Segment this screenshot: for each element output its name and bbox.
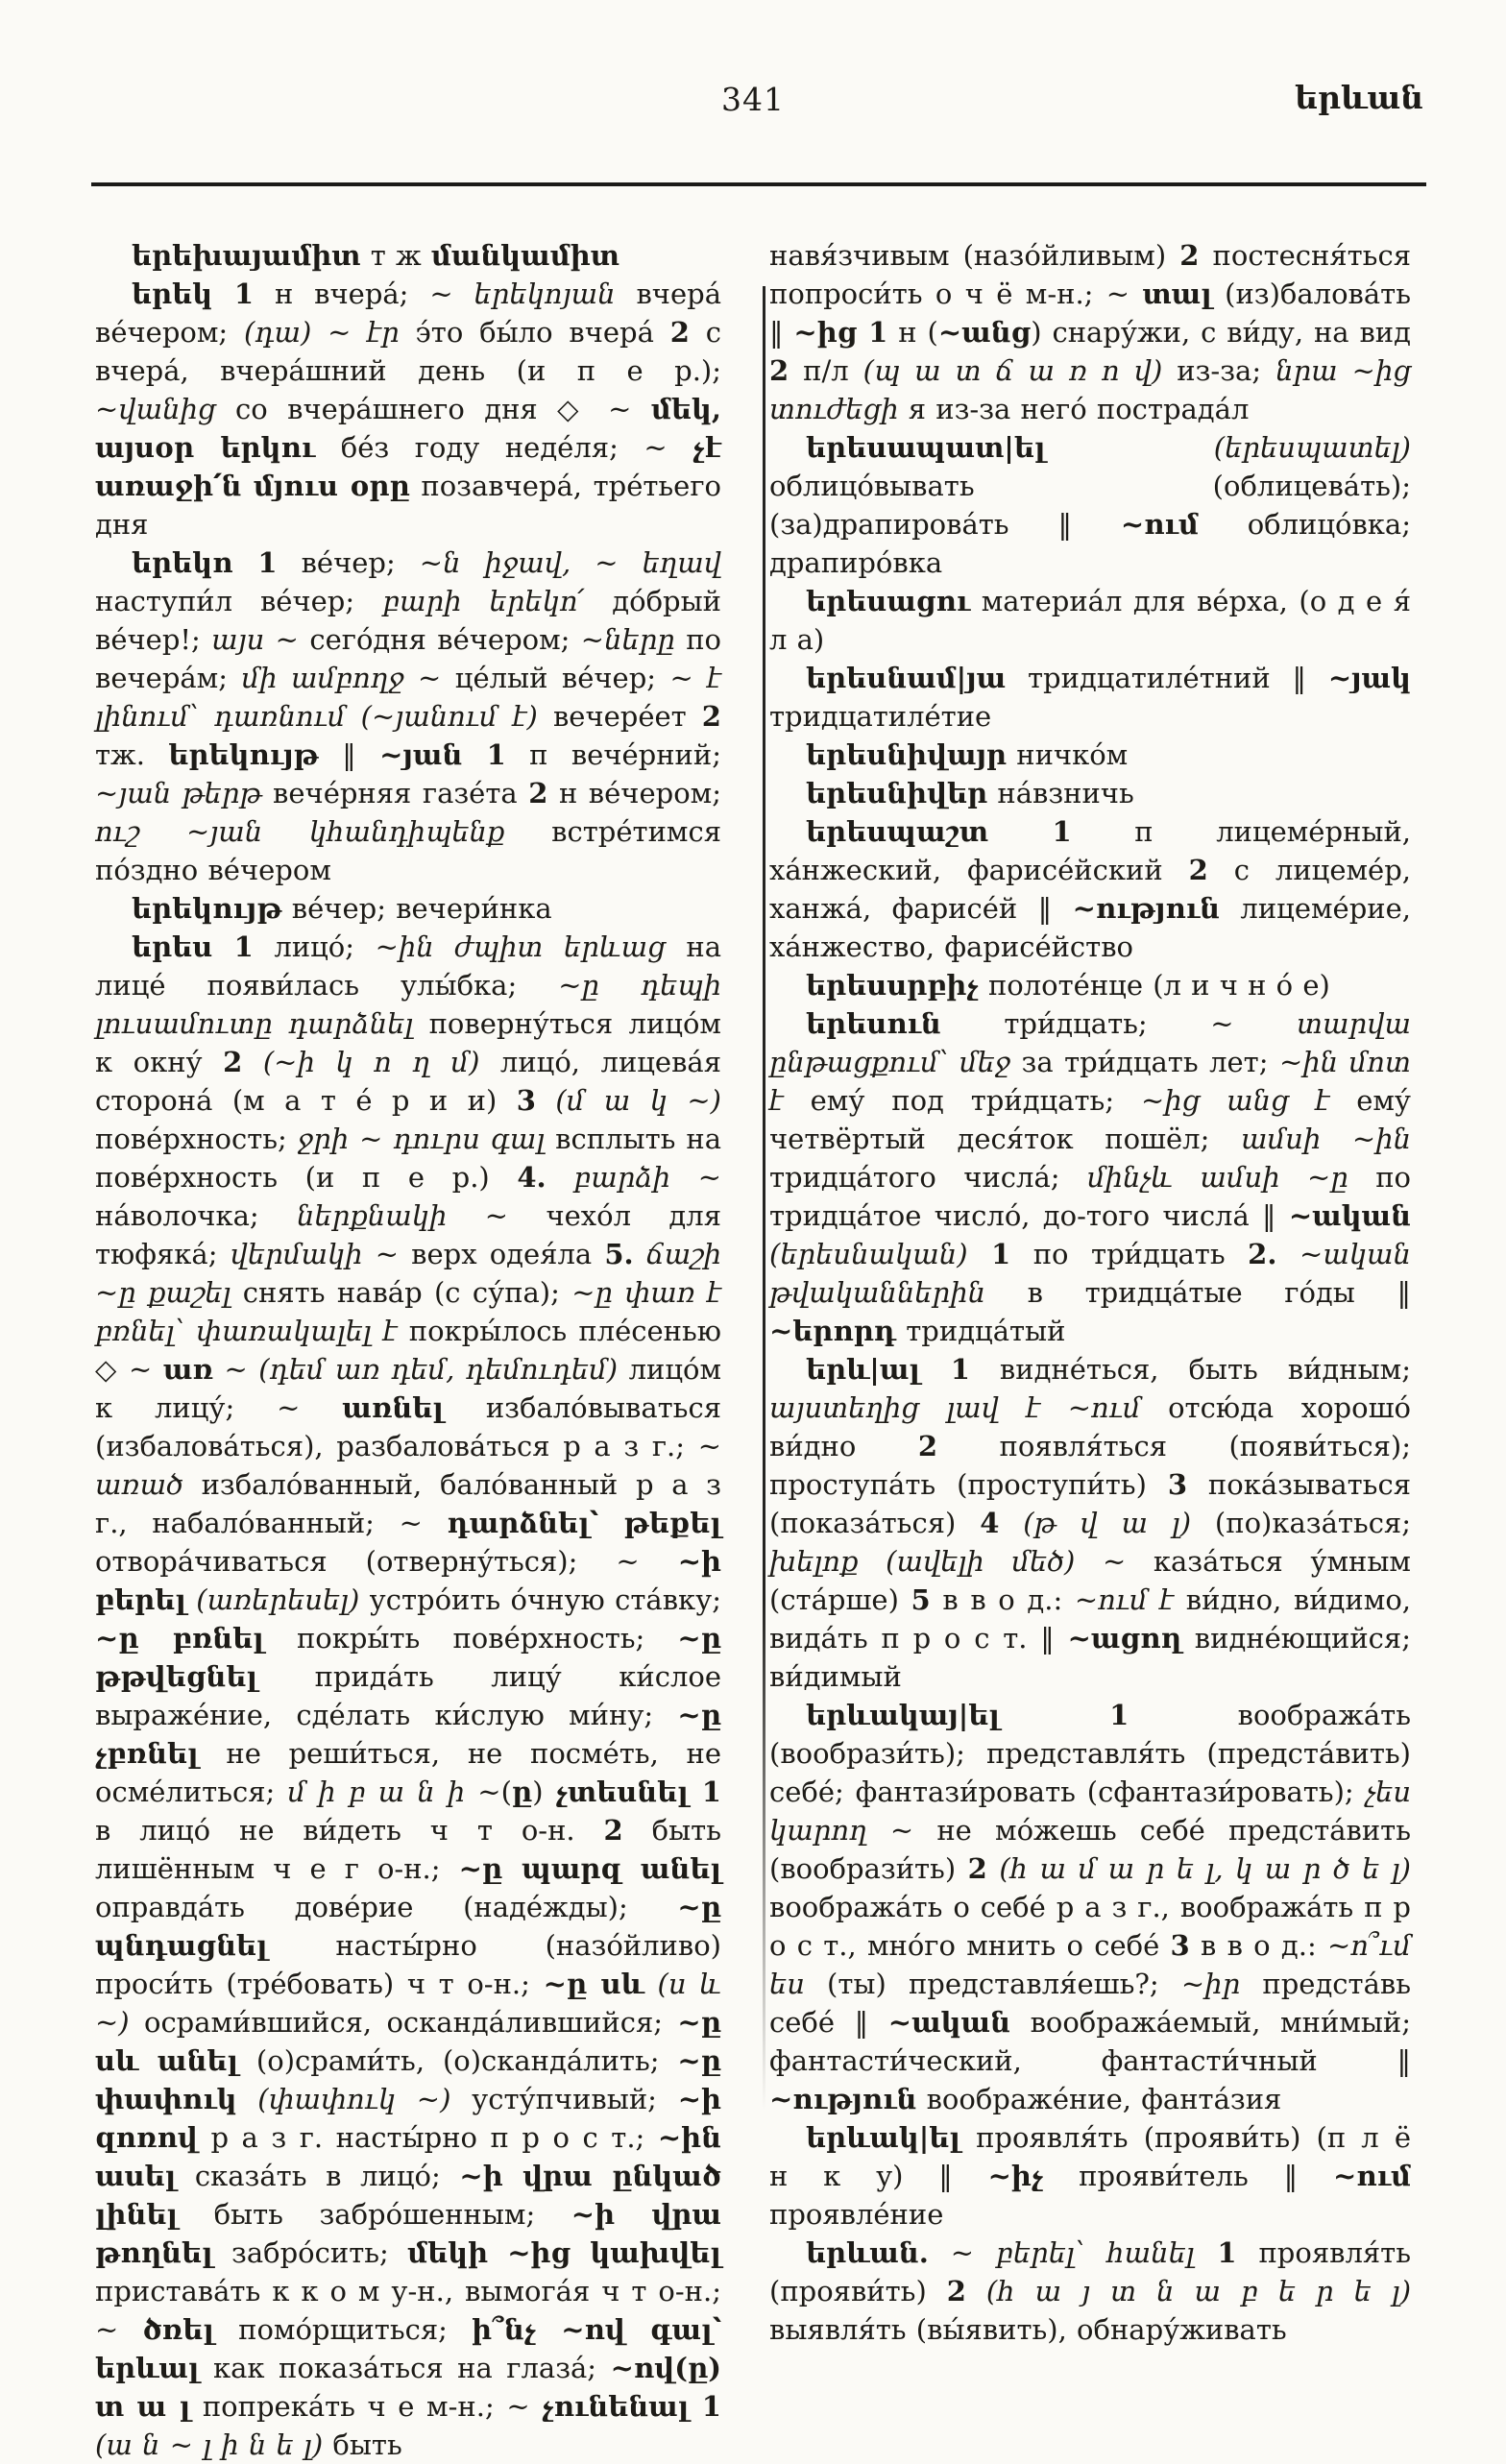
text-run: р а з г. насты́рно п р о с т.;: [197, 2121, 658, 2154]
text-run: երև|ալ: [806, 1353, 920, 1386]
text-run: 4: [980, 1507, 1000, 1539]
text-run: 1: [688, 1776, 721, 1808]
text-run: (առերեսել): [196, 1583, 360, 1616]
text-run: материа́л для ве́рха, (о д е я́ л а): [769, 585, 1411, 656]
text-run: [634, 1238, 646, 1270]
text-run: ~յակ: [1327, 662, 1411, 694]
text-run: 2: [528, 777, 548, 809]
text-run: с вчера́, вчера́шний день (и п е р.);: [95, 316, 721, 387]
header-rule: [91, 182, 1426, 186]
text-run: п лицеме́рный, ха́нжеский, фарисе́йский: [769, 815, 1411, 886]
text-run: ) снару́жи, с ви́ду, на вид: [1031, 316, 1411, 349]
text-run: մանկամիտ: [430, 239, 619, 272]
text-run: մինչև ամսի ~ը: [1086, 1161, 1348, 1194]
text-run: ներքնակի: [297, 1199, 448, 1232]
text-run: չէ առաջի՛ն մյուս օրը: [95, 431, 721, 502]
text-run: չտեսնել: [555, 1776, 689, 1808]
text-run: на лице́ появи́лась улы́бка;: [95, 930, 721, 1002]
text-run: (երեսպատել): [1213, 431, 1411, 464]
text-run: [547, 1161, 574, 1194]
text-run: 1: [1194, 2236, 1237, 2269]
text-run: отсю́да хорошо́ ви́дно: [769, 1391, 1411, 1462]
text-run: облицо́вывать (облицева́ть); (за)драпирова́ть ‖: [769, 470, 1411, 541]
text-run: ~երորդ: [769, 1315, 897, 1347]
text-run: ~ը թթվեցնել: [95, 1622, 721, 1693]
text-run: (по)каза́ться;: [1191, 1507, 1411, 1539]
text-columns: [95, 236, 1411, 2464]
text-run: постесня́ться попроси́ть о ч ё м-н.; ~: [769, 239, 1412, 310]
text-run: երեկույթ: [168, 738, 319, 771]
text-run: не реши́ться, не посме́ть, не осме́литься;: [95, 1737, 721, 1808]
text-run: ничко́м: [1007, 738, 1129, 771]
running-headword: երևան: [1295, 79, 1423, 116]
text-run: ~ը բռնել: [95, 1622, 264, 1655]
text-run: забро́сить;: [212, 2236, 408, 2269]
text-run: երևակայ|ել: [806, 1699, 1000, 1731]
text-run: вообража́ть о себе́ р а з г., вообража́ть п р о с т., мно́го мнить о себе́: [769, 1891, 1411, 1962]
text-run: ве́чер; вечери́нка: [281, 892, 552, 925]
dictionary-entry: [769, 2118, 1411, 2234]
text-run: երես: [132, 930, 213, 963]
text-run: առ: [162, 1353, 213, 1386]
text-run: прояви́тель ‖: [1043, 2160, 1333, 2192]
text-run: [999, 1507, 1023, 1539]
text-run: (из)балова́ть ‖: [769, 278, 1411, 349]
text-run: выявля́ть (вы́явить), обнару́живать: [769, 2313, 1287, 2346]
text-run: 2: [223, 1046, 243, 1078]
text-run: մ ի բ ա ն ի: [287, 1776, 466, 1808]
text-run: 1: [212, 278, 255, 310]
text-run: до́брый ве́чер!;: [95, 585, 721, 656]
text-run: ~ верх одея́ла: [362, 1238, 605, 1270]
text-run: пока́зываться (показа́ться): [769, 1468, 1412, 1539]
text-run: 2: [769, 354, 789, 387]
text-run: ~ները: [580, 623, 675, 656]
text-run: բերել՝ հանել: [995, 2236, 1195, 2269]
text-run: ~ը դեպի լուսամուտը դարձնել: [95, 969, 721, 1040]
text-run: в тридца́тые го́ды ‖: [985, 1276, 1411, 1309]
text-run: ~: [928, 2236, 996, 2269]
text-run: бе́з году неде́ля; ~: [315, 431, 693, 464]
text-run: вечере́ет: [537, 700, 702, 733]
entry-continuation: [769, 236, 1411, 428]
text-run: (ս և ~): [95, 1968, 722, 2039]
text-run: ~ը սև անել: [95, 2006, 721, 2077]
text-run: т ж: [360, 239, 431, 272]
dictionary-entry: [769, 736, 1411, 774]
text-run: покры́ть пове́рхность;: [263, 1622, 678, 1655]
text-run: մեկ, այսօր երկու: [95, 393, 721, 464]
text-run: վերմակի: [230, 1238, 363, 1270]
text-run: (դա): [244, 316, 312, 349]
text-run: է լինում՝ դառնում (~յանում է): [95, 662, 721, 733]
text-run: դարձնել՝ թեքել: [447, 1507, 721, 1539]
text-run: попрека́ть ч е м-н.; ~: [190, 2390, 543, 2423]
text-run: [644, 1968, 658, 2000]
text-run: ~ի վրա ընկած լինել: [95, 2160, 721, 2231]
text-run: быть лишённым ч е г о-н.;: [95, 1814, 721, 1885]
text-run: с лицеме́р, ханжа́, фарисе́й ‖: [769, 854, 1411, 925]
text-run: երեկո: [132, 546, 233, 579]
text-run: позавчера́, тре́тьего дня: [95, 470, 721, 541]
text-run: երեկոյան: [474, 278, 616, 310]
text-run: նրա ~ից տուժեցի: [769, 354, 1411, 425]
text-run: ве́чер;: [277, 546, 420, 579]
text-run: вообража́ть (вообрази́ть); представля́ть (предста́вить) себе́; фантази́ровать (сфантази́ровать);: [769, 1699, 1411, 1808]
text-run: лицо́м к лицу́; ~: [95, 1353, 721, 1424]
text-run: ~: [212, 1353, 259, 1386]
text-run: 1: [462, 738, 506, 771]
dictionary-entry: [769, 1004, 1411, 1350]
text-run: ~ на́волочка;: [95, 1161, 721, 1232]
text-run: ամսի ~ին: [1240, 1123, 1412, 1155]
text-run: ~ից անց է: [1140, 1084, 1330, 1117]
text-run: ջրի ~ դուրս գալ: [297, 1123, 546, 1155]
text-run: երեսնամ|յա: [806, 662, 1007, 694]
text-run: предста́вь себе́ ‖: [769, 1968, 1411, 2039]
text-run: п вече́рний;: [505, 738, 721, 771]
text-run: երեսնիվեր: [806, 777, 988, 809]
dictionary-entry: [769, 2234, 1411, 2349]
dictionary-entry: [769, 1696, 1411, 2118]
text-run: 5: [911, 1583, 931, 1616]
text-run: երեսապատ|ել: [806, 431, 1046, 464]
text-run: ~իչ: [987, 2160, 1044, 2192]
text-run: облицо́вка; драпиро́вка: [769, 508, 1411, 579]
text-run: ~ից: [793, 316, 858, 349]
text-run: ~ը չբռնել: [95, 1699, 721, 1770]
text-run: (թ վ ա լ): [1023, 1507, 1192, 1539]
text-run: (պ ա տ ճ ա ռ ո վ): [862, 354, 1163, 387]
text-run: ~(: [465, 1776, 512, 1808]
text-run: отвора́чиваться (отверну́ться); ~: [95, 1545, 678, 1578]
text-run: встре́тимся по́здно ве́чером: [95, 815, 721, 886]
dictionary-entry: [769, 1350, 1411, 1696]
text-run: тридцатиле́тний ‖: [1006, 662, 1328, 694]
text-run: (երեսնական): [769, 1238, 968, 1270]
text-run: ~ություն: [769, 2083, 917, 2115]
text-run: проявле́ние: [769, 2198, 944, 2231]
text-run: ~ին ասել: [95, 2121, 721, 2192]
text-run: 1: [212, 930, 254, 963]
text-run: всплыть на пове́рхность (и п е р.): [95, 1123, 721, 1194]
text-run: [987, 1852, 999, 1885]
text-run: ‖: [318, 738, 380, 771]
text-run: снять нава́р (с су́па);: [231, 1276, 572, 1309]
text-run: по вечера́м;: [95, 623, 721, 694]
text-run: видне́ться, быть ви́дным;: [969, 1353, 1411, 1386]
text-run: видне́ющийся; ви́димый: [769, 1622, 1411, 1693]
dictionary-entry: [769, 966, 1411, 1004]
text-run: 5.: [604, 1238, 634, 1270]
text-run: երեսպաշտ: [806, 815, 989, 848]
text-run: избало́ванный, бало́ванный р а з г., набало́ванный; ~: [95, 1468, 721, 1539]
text-run: երեխայամիտ: [132, 239, 361, 272]
text-run: ~յան: [379, 738, 463, 771]
dictionary-entry: [95, 544, 721, 889]
text-run: տալ: [1142, 278, 1212, 310]
text-run: երեսացու: [806, 585, 971, 617]
text-run: появля́ться (появи́ться); проступа́ть (проступи́ть): [769, 1430, 1411, 1501]
text-run: չես կարող: [769, 1776, 1411, 1847]
text-run: быть забро́шенным;: [178, 2198, 571, 2231]
text-run: ը: [511, 1776, 533, 1808]
text-run: навя́зчивым (назо́йливым): [769, 239, 1180, 272]
text-run: устро́ить о́чную ста́вку;: [359, 1583, 721, 1616]
text-run: էր: [367, 316, 400, 349]
text-run: չունենալ: [542, 2390, 690, 2423]
text-run: ի՞նչ ~ով գալ՝ երևալ: [95, 2313, 721, 2384]
text-run: 4.: [517, 1161, 547, 1194]
text-run: избало́вываться (избалова́ться), разбалова́ться р а з г.; ~: [95, 1391, 722, 1462]
text-run: (հ ա մ ա ր ե լ, կ ա ր ծ ե լ): [999, 1852, 1411, 1885]
text-run: ծռել: [142, 2313, 214, 2346]
text-run: 1: [857, 316, 888, 349]
text-run: մեկի ~ից կախվել: [407, 2236, 721, 2269]
text-run: ): [532, 1776, 556, 1808]
dictionary-entry: [95, 928, 721, 2464]
text-run: (ты) представля́ешь?;: [804, 1968, 1181, 2000]
text-run: 3: [1167, 1468, 1187, 1501]
text-run: (ա ն ~ լ ի ն ե լ): [95, 2428, 324, 2461]
text-run: այստեղից լավ է ~ում: [769, 1391, 1141, 1424]
text-run: проявля́ть (прояви́ть): [769, 2236, 1412, 2307]
text-run: ~ի զոռով: [95, 2083, 721, 2154]
text-run: по тридца́тое число́, до-того числа́ ‖: [769, 1161, 1411, 1232]
dictionary-entry: [95, 236, 721, 275]
text-run: тж.: [95, 738, 169, 771]
text-run: ~ին ժպիտ երևաց: [375, 930, 666, 963]
text-run: тридца́тый: [896, 1315, 1066, 1347]
page-number: 341: [721, 81, 785, 118]
text-run: (դեմ առ դեմ, դեմուդեմ): [258, 1353, 619, 1386]
text-run: ~ це́лый ве́чер; ~: [403, 662, 708, 694]
column-left: [95, 236, 721, 2464]
text-run: առնել: [342, 1391, 444, 1424]
text-run: усту́пчивый;: [450, 2083, 678, 2115]
text-run: ~ական թվականներին: [769, 1238, 1411, 1309]
text-run: ~վանից: [95, 393, 216, 425]
text-run: առած: [95, 1468, 183, 1501]
text-run: за три́дцать лет;: [1010, 1046, 1279, 1078]
text-run: երեսսրբիչ: [806, 969, 979, 1002]
text-run: вообража́емый, мни́мый; фантасти́ческий, фантасти́чный ‖: [769, 2006, 1412, 2077]
text-run: лицеме́рие, ха́нжество, фарисе́йство: [769, 892, 1411, 963]
text-run: (մ ա կ ~): [555, 1084, 721, 1117]
text-run: 1: [988, 815, 1072, 848]
text-run: насты́рно (назо́йливо) проси́ть (тре́бовать) ч т о-н.;: [95, 1929, 721, 2000]
text-run: проявля́ть (прояви́ть) (п л ё н к у) ‖: [769, 2121, 1411, 2192]
text-run: երեկ: [132, 278, 213, 310]
text-run: наступи́л ве́чер;: [95, 585, 383, 617]
text-run: по три́дцать: [1010, 1238, 1249, 1270]
column-right: [769, 236, 1411, 2464]
text-run: ~ացող: [1067, 1622, 1181, 1655]
text-run: 1: [967, 1238, 1011, 1270]
text-run: 3: [516, 1084, 536, 1117]
text-run: (հ ա յ տ ն ա բ ե ր ե լ): [985, 2275, 1412, 2307]
text-run: н (: [887, 316, 938, 349]
text-run: 2: [917, 1430, 937, 1462]
text-run: покры́лось пле́сенью ◇ ~: [95, 1315, 722, 1386]
text-run: ему́ под три́дцать;: [783, 1084, 1141, 1117]
text-run: 2: [946, 2275, 966, 2307]
text-run: ~ի վրա թողնել: [95, 2198, 722, 2269]
text-run: ուշ ~յան կհանդիպենք: [95, 815, 505, 848]
text-run: ~ը պարզ անել: [458, 1852, 721, 1885]
text-run: ~ը սև: [543, 1968, 644, 2000]
text-run: երևան.: [806, 2236, 929, 2269]
text-run: в в о д.:: [1189, 1929, 1327, 1962]
dictionary-entry: [769, 774, 1411, 812]
text-run: 2: [603, 1814, 623, 1847]
dictionary-entry: [95, 275, 721, 544]
text-run: из-за;: [1162, 354, 1276, 387]
text-run: прида́ть лицу́ ки́слое выраже́ние, сде́лать ки́слую ми́ну;: [95, 1660, 721, 1731]
text-run: я из-за него́ пострада́л: [898, 393, 1250, 425]
dictionary-entry: [769, 812, 1411, 966]
text-run: ему́ четвёртый деся́ток пошёл;: [769, 1084, 1411, 1155]
text-run: երեսնիվայր: [806, 738, 1008, 771]
text-run: со вчера́шнего дня ◇ ~: [215, 393, 651, 425]
text-run: тридца́того числа́;: [769, 1161, 1087, 1194]
text-run: երեկույթ: [132, 892, 282, 925]
dictionary-entry: [769, 428, 1411, 582]
text-run: 2: [967, 1852, 987, 1885]
text-run: 1: [232, 546, 278, 579]
text-run: այս: [211, 623, 265, 656]
text-run: ~ություն: [1072, 892, 1220, 925]
text-run: ~ чехо́л для тюфяка́;: [95, 1199, 721, 1270]
text-run: ~ը փափուկ: [95, 2044, 721, 2115]
text-run: երեսուն: [806, 1007, 941, 1040]
text-run: ~ сего́дня ве́чером;: [264, 623, 581, 656]
text-run: лицо́;: [253, 930, 376, 963]
text-run: в в о д.:: [930, 1583, 1075, 1616]
text-run: тридцатиле́тие: [769, 700, 992, 733]
text-run: 1: [999, 1699, 1130, 1731]
text-run: բարձի: [573, 1161, 671, 1194]
text-run: быть: [323, 2428, 402, 2461]
text-run: в лицо́ не ви́деть ч т о-н.: [95, 1814, 604, 1847]
text-run: ~ն իջավ, ~ եղավ: [419, 546, 721, 579]
text-run: вече́рняя газе́та: [261, 777, 529, 809]
text-run: [1046, 431, 1214, 464]
text-run: ~յան թերթ: [95, 777, 262, 809]
dictionary-entry: [95, 889, 721, 928]
text-run: на́взничь: [987, 777, 1134, 809]
text-run: пристава́ть к к о м у-н., вымога́я ч т о-н.; ~: [95, 2275, 721, 2346]
text-run: лицо́, лицева́я сторона́ (м а т е́ р и и): [95, 1046, 721, 1117]
text-run: оправда́ть дове́рие (наде́жды);: [95, 1891, 678, 1923]
text-run: խելոք (ավելի մեծ): [769, 1545, 1076, 1578]
text-run: ~ում է: [1074, 1583, 1175, 1616]
text-run: երևակ|ել: [806, 2121, 960, 2154]
text-run: полоте́нце (л и ч н о́ е): [978, 969, 1330, 1002]
text-run: [236, 2083, 257, 2115]
text-run: ճաշի ~ը քաշել: [95, 1238, 721, 1309]
text-run: [966, 2275, 986, 2307]
text-run: ви́дно, ви́димо, вида́ть п р о с т. ‖: [769, 1583, 1411, 1655]
text-run: ~անց: [937, 316, 1032, 349]
text-run: п/л: [789, 354, 863, 387]
text-run: поверну́ться лицо́м к окну́: [95, 1007, 721, 1078]
text-run: [186, 1583, 196, 1616]
text-run: [1276, 1238, 1300, 1270]
text-run: ~իր: [1180, 1968, 1241, 2000]
text-run: ~ը փառ է բռնել՝ փառակալել է: [95, 1276, 721, 1347]
text-run: ~ին մոտ է: [769, 1046, 1411, 1117]
text-run: ~ով(ը) տ ա լ: [95, 2352, 721, 2423]
text-run: 2: [1188, 854, 1208, 886]
text-run: ~ում: [1120, 508, 1199, 541]
text-run: [242, 1046, 263, 1078]
text-run: ~ական: [1288, 1199, 1411, 1232]
text-run: э́то бы́ло вчера́: [399, 316, 670, 349]
text-run: ~ը պնդացնել: [95, 1891, 721, 1962]
text-run: ~ տարվա ընթացքում՝ մեջ: [769, 1007, 1411, 1078]
text-run: 2: [669, 316, 690, 349]
text-run: ~ի բերել: [95, 1545, 721, 1616]
text-run: пове́рхность;: [95, 1123, 298, 1155]
text-run: բարի երեկո՛: [382, 585, 585, 617]
text-run: ~ո՞ւմ ես: [769, 1929, 1411, 2000]
text-run: 2.: [1248, 1238, 1277, 1270]
text-run: ~: [311, 316, 368, 349]
text-run: воображе́ние, фанта́зия: [916, 2083, 1282, 2115]
text-run: н ве́чером;: [547, 777, 721, 809]
text-run: ~ում: [1333, 2160, 1411, 2192]
text-run: 3: [1170, 1929, 1190, 1962]
text-run: 2: [1179, 239, 1200, 272]
text-run: մի ամբողջ: [241, 662, 404, 694]
text-run: 1: [689, 2390, 721, 2423]
text-run: (փափուկ ~): [257, 2083, 451, 2115]
text-run: ~ական: [887, 2006, 1010, 2039]
text-run: 2: [701, 700, 721, 733]
text-run: (о)срами́ть, (о)сканда́лить;: [238, 2044, 678, 2077]
text-run: сказа́ть в лицо́;: [176, 2160, 460, 2192]
text-run: [536, 1084, 555, 1117]
text-run: ~ каза́ться у́мным (ста́рше): [769, 1545, 1411, 1616]
dictionary-entry: [769, 582, 1411, 659]
dictionary-entry: [769, 659, 1411, 736]
text-run: три́дцать;: [940, 1007, 1211, 1040]
text-run: помо́рщиться;: [213, 2313, 473, 2346]
text-run: осрами́вшийся, осканда́лившийся;: [129, 2006, 678, 2039]
text-run: ~ не мо́жешь себе́ предста́вить (вообрази́ть): [769, 1814, 1411, 1885]
text-run: (~ի կ ո ղ մ): [262, 1046, 480, 1078]
text-run: н вчера́; ~: [254, 278, 474, 310]
text-run: как показа́ться на глаза́;: [199, 2352, 611, 2384]
text-run: вчера́ ве́чером;: [95, 278, 721, 349]
text-run: 1: [919, 1353, 970, 1386]
